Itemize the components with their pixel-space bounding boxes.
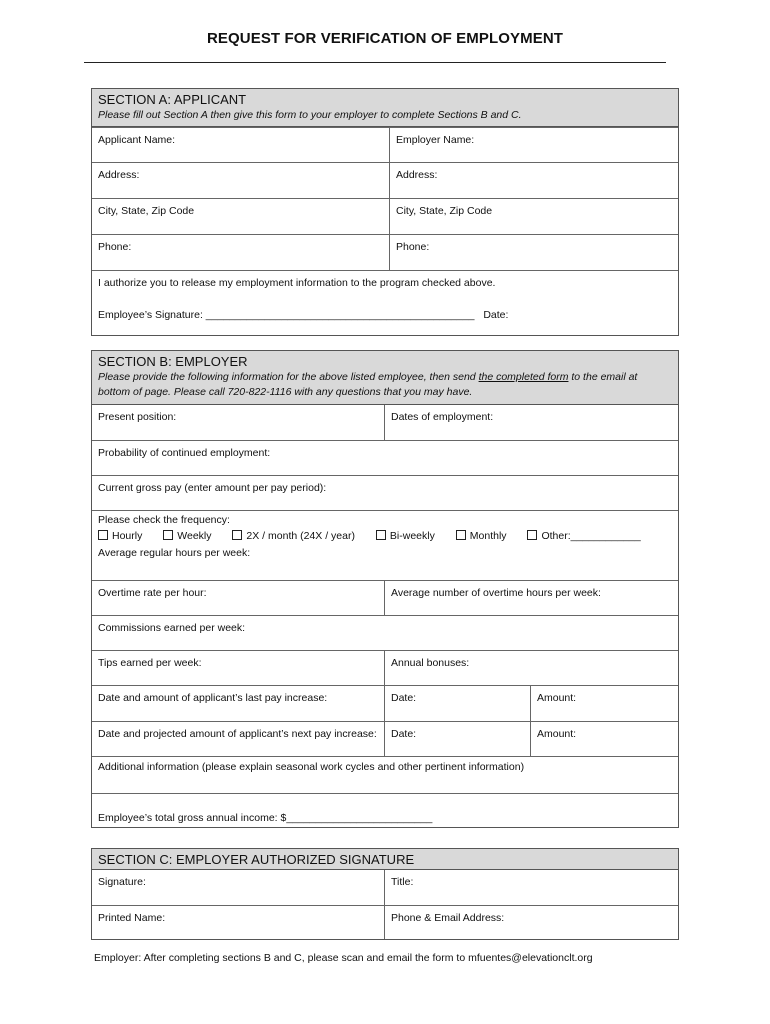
dates-employment-field[interactable]: Dates of employment: <box>384 405 678 440</box>
frequency-weekly[interactable]: Weekly <box>163 530 211 542</box>
commissions-field[interactable]: Commissions earned per week: <box>98 622 246 634</box>
printed-name-row <box>92 905 678 939</box>
last-increase-row <box>92 685 678 721</box>
employer-city-field[interactable]: City, State, Zip Code <box>389 199 678 234</box>
frequency-options <box>98 528 672 544</box>
additional-info-field[interactable]: Additional information (please explain seasonal work cycles and other pertinent information) <box>98 761 525 773</box>
checkbox-icon[interactable] <box>163 530 173 540</box>
completed-form-link: the completed form <box>478 371 569 383</box>
position-row <box>92 405 678 440</box>
next-increase-label: Date and projected amount of applicant’s next pay increase: <box>98 728 377 740</box>
checkbox-icon[interactable] <box>527 530 537 540</box>
authorization-row <box>92 270 678 335</box>
frequency-biweekly[interactable]: Bi-weekly <box>376 530 435 542</box>
section-b <box>91 350 679 828</box>
next-increase-row <box>92 721 678 756</box>
section-b-heading: SECTION B: EMPLOYER <box>98 354 248 369</box>
applicant-phone-field[interactable]: Phone: <box>98 241 132 253</box>
printed-name-field[interactable]: Printed Name: <box>98 912 166 924</box>
avg-hours-field[interactable]: Average regular hours per week: <box>98 547 251 559</box>
section-c <box>91 848 679 940</box>
applicant-city-field[interactable]: City, State, Zip Code <box>98 205 195 217</box>
title-divider <box>84 62 666 63</box>
address-row <box>92 162 678 198</box>
next-increase-date-field[interactable]: Date: <box>384 722 530 756</box>
last-increase-label: Date and amount of applicant’s last pay increase: <box>98 692 328 704</box>
last-increase-amount-field[interactable]: Amount: <box>530 686 678 721</box>
frequency-row <box>92 510 678 545</box>
total-income-field[interactable]: Employee’s total gross annual income: $_________________________ <box>98 812 433 824</box>
signature-date-field[interactable]: Date: <box>483 309 509 321</box>
checkbox-icon[interactable] <box>232 530 242 540</box>
last-increase-date-field[interactable]: Date: <box>384 686 530 721</box>
authorization-text: I authorize you to release my employment information to the program checked above. <box>98 277 496 289</box>
applicant-address-field[interactable]: Address: <box>98 169 140 181</box>
employer-phone-field[interactable]: Phone: <box>389 235 678 270</box>
probability-row <box>92 440 678 475</box>
checkbox-icon[interactable] <box>376 530 386 540</box>
city-row <box>92 198 678 234</box>
section-b-note: Please provide the following information for the above listed employee, then send the completed form to the email at bottom of page. Please call 720-822-1116 with any questions that you may have. <box>98 371 638 398</box>
frequency-label: Please check the frequency: <box>98 514 230 526</box>
tips-field[interactable]: Tips earned per week: <box>98 657 202 669</box>
gross-pay-row <box>92 475 678 510</box>
tips-row <box>92 650 678 685</box>
overtime-row <box>92 580 678 615</box>
section-c-heading: SECTION C: EMPLOYER AUTHORIZED SIGNATURE <box>98 852 415 867</box>
bonuses-field[interactable]: Annual bonuses: <box>384 651 678 685</box>
applicant-employer-name-row <box>92 127 678 162</box>
employer-name-field[interactable]: Employer Name: <box>389 128 678 162</box>
footer-instructions: Employer: After completing sections B and C, please scan and email the form to mfuentes@elevationclt.org <box>94 952 593 964</box>
employee-signature-line[interactable]: Employee’s Signature: ______________________________________________ <box>98 309 475 321</box>
applicant-name-field[interactable]: Applicant Name: <box>98 134 176 146</box>
section-a <box>91 88 679 336</box>
section-a-heading: SECTION A: APPLICANT <box>98 92 247 107</box>
gross-pay-field[interactable]: Current gross pay (enter amount per pay period): <box>98 482 327 494</box>
avg-overtime-field[interactable]: Average number of overtime hours per week: <box>384 581 678 615</box>
checkbox-icon[interactable] <box>456 530 466 540</box>
next-increase-amount-field[interactable]: Amount: <box>530 722 678 756</box>
employer-signature-field[interactable]: Signature: <box>98 876 146 888</box>
employer-title-field[interactable]: Title: <box>384 870 678 905</box>
checkbox-icon[interactable] <box>98 530 108 540</box>
phone-email-field[interactable]: Phone & Email Address: <box>384 906 678 939</box>
commissions-row <box>92 615 678 650</box>
phone-row <box>92 234 678 270</box>
probability-field[interactable]: Probability of continued employment: <box>98 447 271 459</box>
frequency-other[interactable]: Other:____________ <box>527 530 640 542</box>
signature-title-row <box>92 870 678 905</box>
section-b-header <box>92 351 678 405</box>
frequency-monthly[interactable]: Monthly <box>456 530 507 542</box>
frequency-hourly[interactable]: Hourly <box>98 530 142 542</box>
present-position-field[interactable]: Present position: <box>98 411 177 423</box>
overtime-rate-field[interactable]: Overtime rate per hour: <box>98 587 207 599</box>
section-a-header <box>92 89 678 127</box>
frequency-2x-month[interactable]: 2X / month (24X / year) <box>232 530 355 542</box>
section-a-note: Please fill out Section A then give this form to your employer to complete Sections B and C. <box>98 109 522 121</box>
total-income-row <box>92 793 678 829</box>
page-title: REQUEST FOR VERIFICATION OF EMPLOYMENT <box>206 30 564 47</box>
avg-hours-row <box>92 545 678 580</box>
additional-info-row <box>92 756 678 793</box>
employer-address-field[interactable]: Address: <box>389 163 678 198</box>
section-c-header <box>92 849 678 870</box>
